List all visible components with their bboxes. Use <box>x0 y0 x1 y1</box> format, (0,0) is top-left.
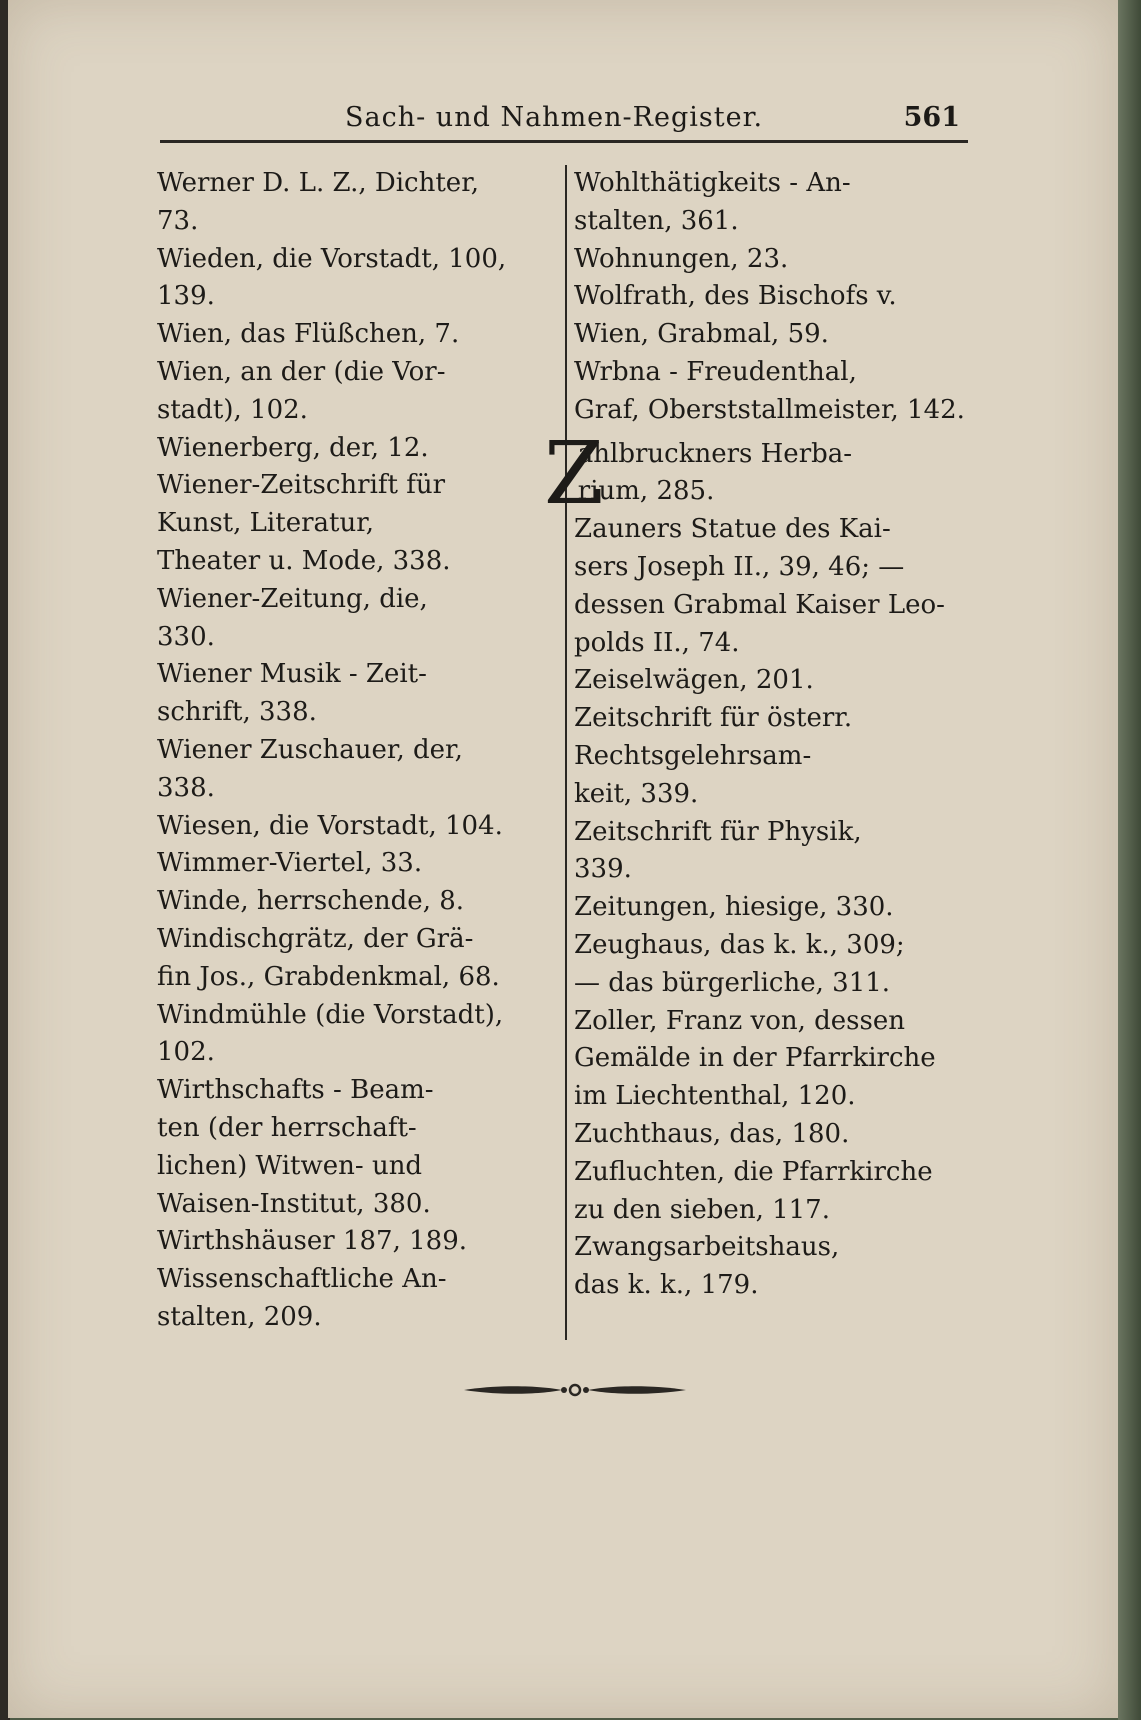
entry-line: lichen) Witwen- und <box>157 1150 423 1181</box>
entry-line: Zwangsarbeitshaus, <box>574 1232 840 1263</box>
entry-line: Werner D. L. Z., Dichter, <box>157 168 480 198</box>
column-divider <box>565 165 567 1340</box>
entry-line: das k. k., 179. <box>574 1270 759 1301</box>
entry-line: Wimmer-Viertel, 33. <box>157 848 423 879</box>
entry-line: Wohlthätigkeits - An- <box>574 168 851 198</box>
entry-line: Zeitschrift für österr. <box>574 703 853 734</box>
index-entry <box>574 889 974 927</box>
entry-line: Wienerberg, der, 12. <box>157 432 429 463</box>
entry-line: Theater u. Mode, 338. <box>157 545 451 576</box>
entry-line: Zoller, Franz von, dessen <box>574 1005 905 1036</box>
entry-line: keit, 339. <box>574 778 699 809</box>
entry-line: Wiener-Zeitschrift für <box>157 470 446 501</box>
entry-line: schrift, 338. <box>157 697 317 728</box>
index-entry <box>574 927 974 1003</box>
entry-line: 73. <box>157 205 199 236</box>
entry-line: Wiener Zuschauer, der, <box>157 734 463 765</box>
entry-line: 139. <box>157 281 215 312</box>
entry-line: Wrbna - Freudenthal, <box>574 356 857 387</box>
entry-line: stalten, 361. <box>574 205 739 236</box>
entry-line: stadt), 102. <box>157 394 308 425</box>
entry-line: Zauners Statue des Kai- <box>574 514 891 545</box>
index-entry <box>574 165 974 241</box>
index-entry <box>157 1261 557 1337</box>
entry-line: zu den sieben, 117. <box>574 1194 830 1225</box>
entry-line: 339. <box>574 854 632 885</box>
entry-line: im Liechtenthal, 120. <box>574 1081 856 1112</box>
page-number: 561 <box>903 102 960 133</box>
index-entry <box>157 921 557 997</box>
index-entry <box>157 883 557 921</box>
index-entry <box>574 241 974 279</box>
entry-line: — das bürgerliche, 311. <box>574 967 891 998</box>
entry-line: 338. <box>157 772 215 803</box>
index-entry <box>157 808 557 846</box>
entry-line: Wirthshäuser 187, 189. <box>157 1226 468 1257</box>
entry-line: Kunst, Literatur, <box>157 508 375 539</box>
index-entry <box>574 814 974 890</box>
entry-line: Graf, Oberststallmeister, 142. <box>574 394 965 425</box>
index-entry <box>157 732 557 808</box>
entry-line: Waisen-Institut, 380. <box>157 1188 431 1219</box>
index-entry <box>574 1003 974 1116</box>
end-ornament-icon <box>462 1378 688 1402</box>
index-entry <box>157 430 557 468</box>
entry-line: Wieden, die Vorstadt, 100, <box>157 243 507 274</box>
entry-line: Wiener-Zeitung, die, <box>157 583 428 614</box>
entry-line: Wissenschaftliche An- <box>157 1264 447 1295</box>
index-entry <box>574 1116 974 1154</box>
entry-line: Wien, das Flüßchen, 7. <box>157 319 460 350</box>
index-entry <box>574 511 974 662</box>
index-entry <box>157 1072 557 1223</box>
index-entry <box>574 700 974 813</box>
index-entry <box>574 278 974 354</box>
header-rule <box>160 140 968 143</box>
index-entry <box>157 354 557 430</box>
index-entry <box>157 845 557 883</box>
entry-line: Rechtsgelehrsam- <box>574 740 812 771</box>
running-head: Sach- und Nahmen-Register. <box>345 102 764 133</box>
entry-line: Wien, an der (die Vor- <box>157 356 446 387</box>
index-entry <box>574 354 974 430</box>
entry-line: Zeughaus, das k. k., 309; <box>574 929 905 960</box>
entry-line: Wirthschafts - Beam- <box>157 1075 434 1106</box>
index-column-left <box>157 165 557 1337</box>
index-entry <box>157 997 557 1073</box>
entry-line: Zeitungen, hiesige, 330. <box>574 892 894 923</box>
entry-line: ahlbruckners Herba- <box>577 438 853 469</box>
entry-line: Gemälde in der Pfarrkirche <box>574 1043 936 1074</box>
entry-line: 102. <box>157 1037 215 1068</box>
entry-line: rium, 285. <box>577 476 715 507</box>
entry-line: Zeiselwägen, 201. <box>574 665 814 696</box>
entry-line: Zufluchten, die Pfarrkirche <box>574 1156 933 1187</box>
index-entry <box>574 1154 974 1230</box>
index-entry <box>157 316 557 354</box>
index-entry <box>574 1229 974 1305</box>
entry-line: Wohnungen, 23. <box>574 243 789 274</box>
index-entry <box>157 656 557 732</box>
entry-line: dessen Grabmal Kaiser Leo- <box>574 589 945 620</box>
page-header <box>160 102 968 140</box>
entry-line: sers Joseph II., 39, 46; — <box>574 551 905 582</box>
drop-cap-initial: Z <box>544 423 604 524</box>
index-entry <box>157 467 557 580</box>
index-entry-zahlbruckner <box>544 423 974 524</box>
entry-line: ten (der herrschaft- <box>157 1112 417 1143</box>
entry-line: Windischgrätz, der Grä- <box>157 923 474 954</box>
index-entry <box>157 241 557 317</box>
index-entry <box>157 165 557 241</box>
entry-line: Zeitschrift für Physik, <box>574 816 862 847</box>
entry-line: Windmühle (die Vorstadt), <box>157 999 504 1030</box>
entry-line: Wiener Musik - Zeit- <box>157 659 427 690</box>
book-cover-edge <box>1118 0 1141 1720</box>
entry-line: Zuchthaus, das, 180. <box>574 1118 850 1149</box>
entry-line: Wiesen, die Vorstadt, 104. <box>157 810 503 841</box>
entry-line: Winde, herrschende, 8. <box>157 886 465 917</box>
entry-line: fin Jos., Grabdenkmal, 68. <box>157 961 500 992</box>
index-entry <box>574 662 974 700</box>
entry-line: polds II., 74. <box>574 627 740 658</box>
entry-line: Wien, Grabmal, 59. <box>574 319 829 350</box>
index-column-right <box>544 165 974 1305</box>
entry-line: stalten, 209. <box>157 1301 322 1332</box>
index-entry <box>157 581 557 657</box>
entry-line: Wolfrath, des Bischofs v. <box>574 281 897 312</box>
entry-line: 330. <box>157 621 215 652</box>
index-entry <box>157 1223 557 1261</box>
